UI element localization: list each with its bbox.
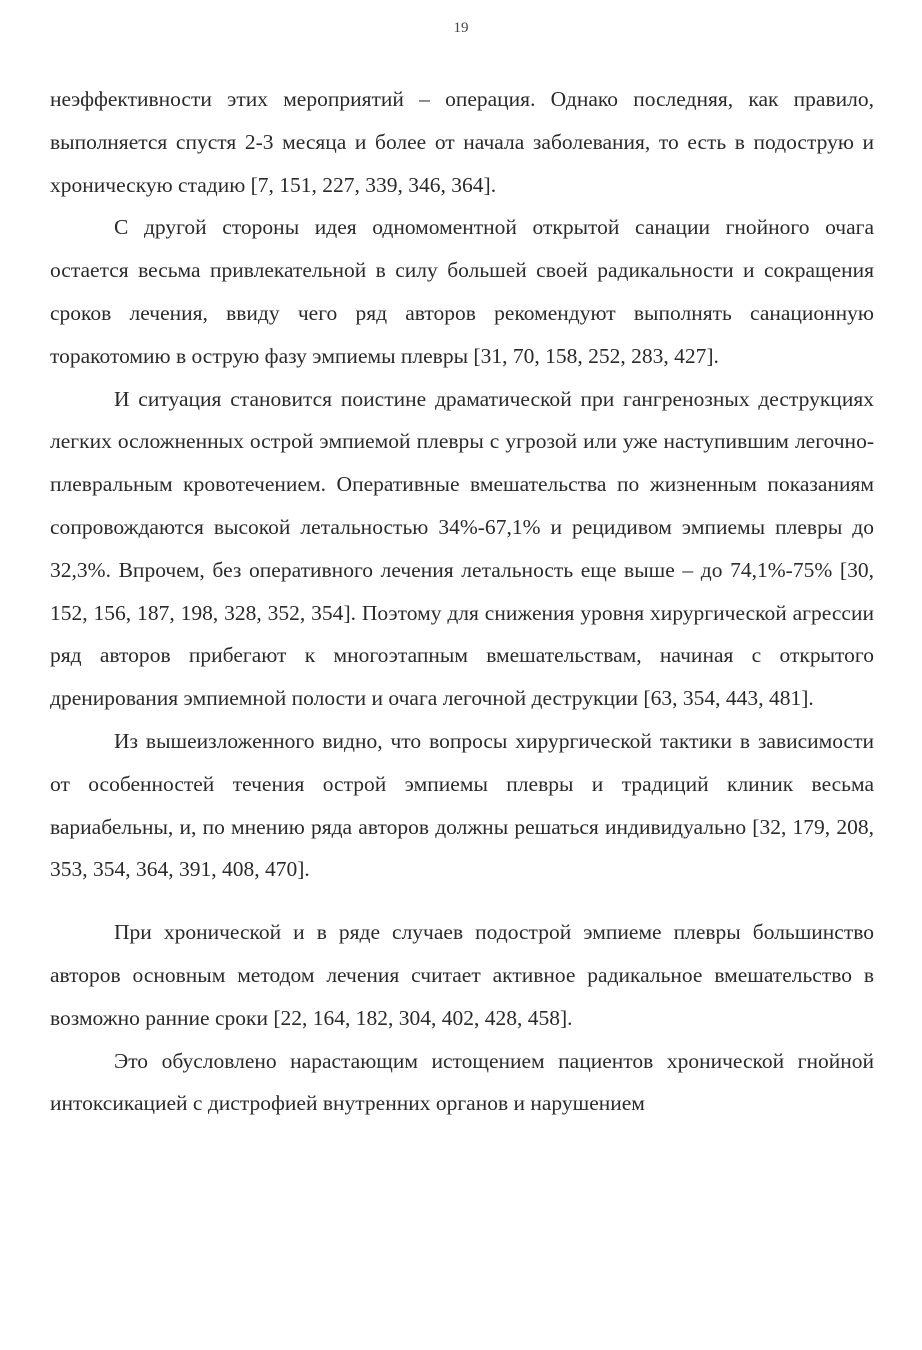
paragraph-exhaustion: Это обусловлено нарастающим истощением пациентов хронической гнойной интоксикацией с дистрофией внутренних органов и нарушением bbox=[50, 1048, 874, 1116]
body-text bbox=[50, 78, 874, 1125]
page-number: 19 bbox=[453, 20, 469, 36]
paragraph-open-sanation: С другой стороны идея одномоментной открытой санации гнойного очага остается весьма привлекательной в силу большей своей радикальности и сокращения сроков лечения, ввиду чего ряд авторов рекомендуют выполнять санационную торакотомию в острую фазу эмпиемы плевры [31, 70, 158, 252, 283, 427]. bbox=[50, 215, 874, 368]
paragraph-chronic-empyema: При хронической и в ряде случаев подострой эмпиеме плевры большинство авторов основным методом лечения считает активное радикальное вмешательство в возможно ранние сроки [22, 164, 182, 304, 402, 428, 458]. bbox=[50, 920, 874, 1030]
paragraph-gangrenous-destruction: И ситуация становится поистине драматической при гангренозных деструкциях легких осложненных острой эмпиемой плевры с угрозой или уже наступившим легочно-плевральным кровотечением. Оперативные вмешательства по жизненным показаниям сопровождаются высокой летальностью 34%-67,1% и рецидивом эмпиемы плевры до 32,3%. Впрочем, без оперативного лечения летальность еще выше – до 74,1%-75% [30, 152, 156, 187, 198, 328, 352, 354]. Поэтому для снижения уровня хирургической агрессии ряд авторов прибегают к многоэтапным вмешательствам, начиная с открытого дренирования эмпиемной полости и очага легочной деструкции [63, 354, 443, 481]. bbox=[50, 386, 874, 711]
paragraph-continuation: неэффективности этих мероприятий – операция. Однако последняя, как правило, выполняется спустя 2-3 месяца и более от начала заболевания, то есть в подострую и хроническую стадию [7, 151, 227, 339, 346, 364]. bbox=[50, 87, 874, 197]
paragraph-surgical-tactics: Из вышеизложенного видно, что вопросы хирургической тактики в зависимости от особенностей течения острой эмпиемы плевры и традиций клиник весьма вариабельны, и, по мнению ряда авторов должны решаться индивидуально [32, 179, 208, 353, 354, 364, 391, 408, 470]. bbox=[50, 728, 874, 882]
